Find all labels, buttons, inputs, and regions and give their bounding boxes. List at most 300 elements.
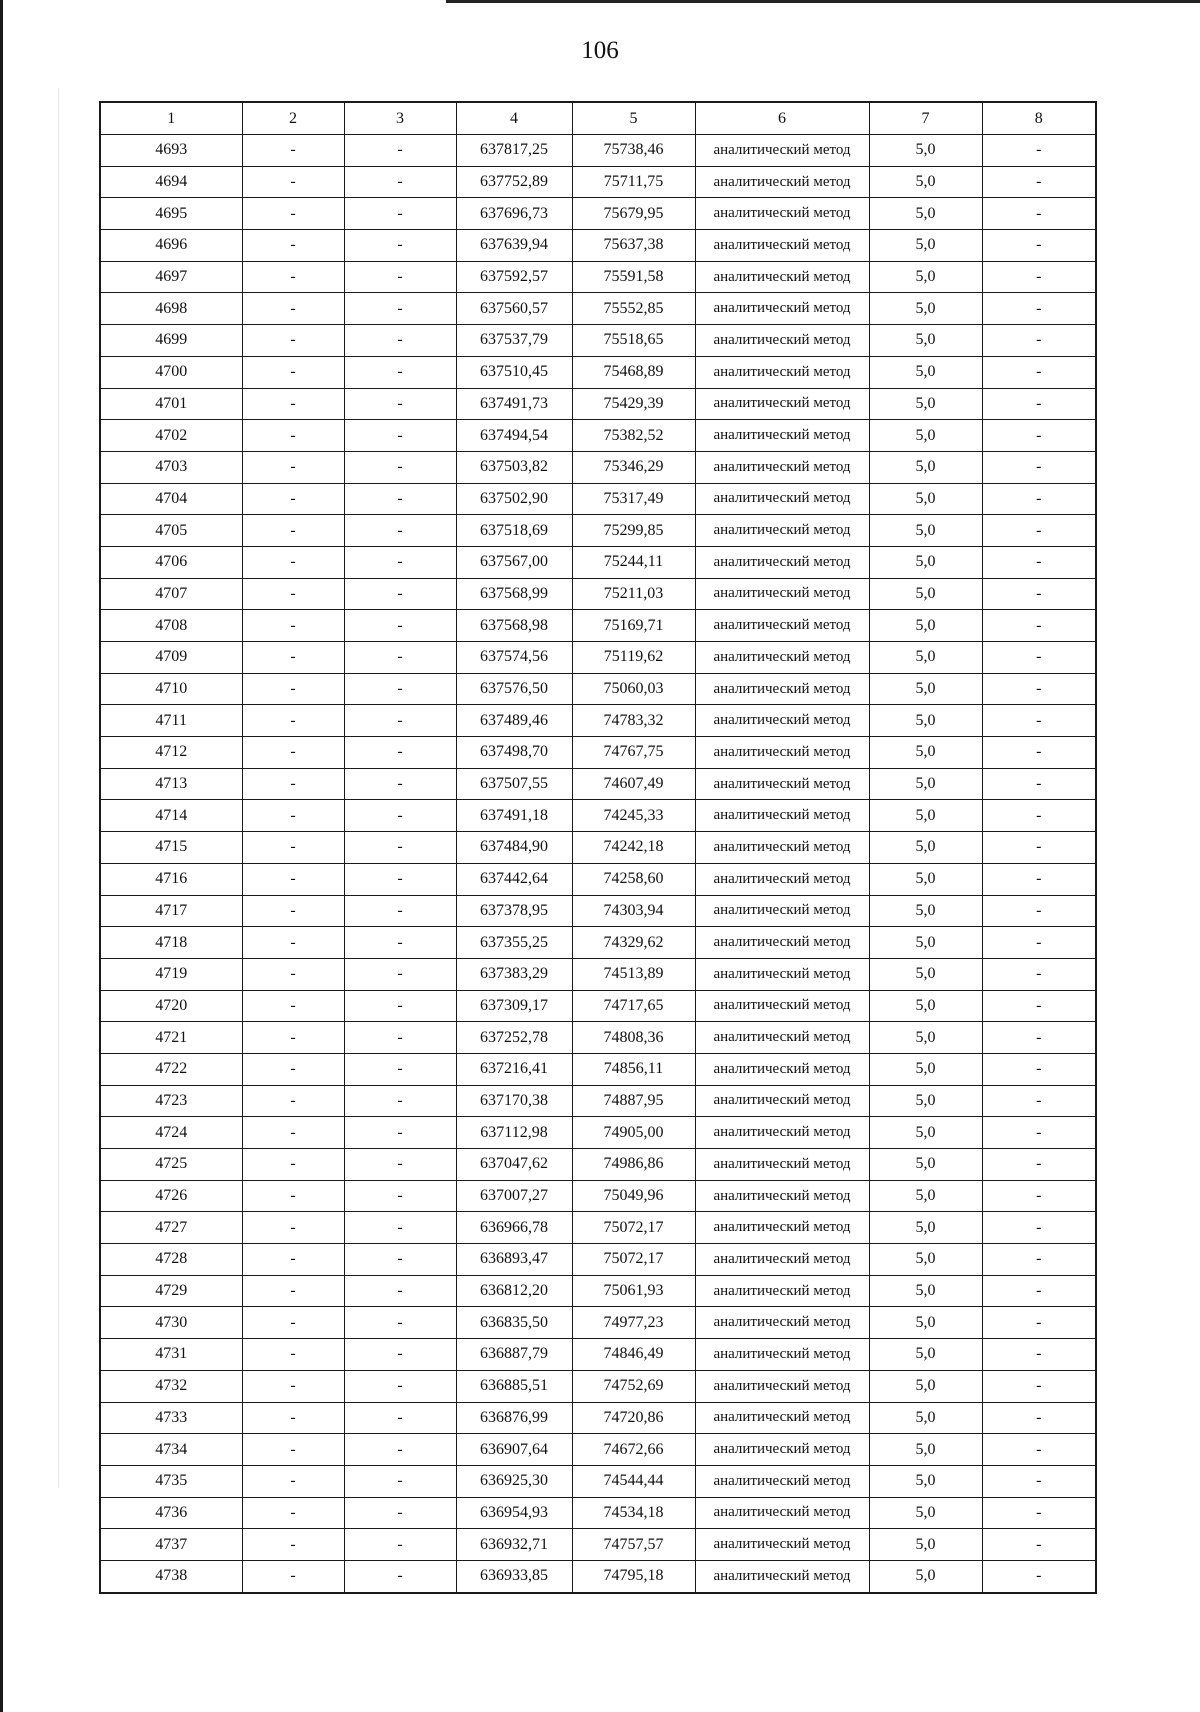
cell-coord-x: 637216,41 (456, 1053, 572, 1085)
cell-method: аналитический метод (695, 1497, 869, 1529)
cell-coord-x: 637484,90 (456, 832, 572, 864)
cell-col-3: - (344, 1275, 456, 1307)
cell-point-number: 4703 (100, 451, 242, 483)
cell-col-8: - (982, 1085, 1096, 1117)
cell-col-2: - (242, 1402, 344, 1434)
cell-point-number: 4700 (100, 356, 242, 388)
cell-accuracy: 5,0 (869, 1085, 982, 1117)
cell-accuracy: 5,0 (869, 1402, 982, 1434)
cell-col-8: - (982, 863, 1096, 895)
cell-col-2: - (242, 483, 344, 515)
cell-col-8: - (982, 1465, 1096, 1497)
cell-coord-y: 75119,62 (572, 642, 695, 674)
cell-coord-y: 75429,39 (572, 388, 695, 420)
cell-col-3: - (344, 705, 456, 737)
cell-point-number: 4716 (100, 863, 242, 895)
table-row (100, 990, 1096, 1022)
table-row (100, 1149, 1096, 1181)
cell-col-8: - (982, 642, 1096, 674)
cell-point-number: 4729 (100, 1275, 242, 1307)
cell-method: аналитический метод (695, 1180, 869, 1212)
cell-col-2: - (242, 356, 344, 388)
cell-method: аналитический метод (695, 927, 869, 959)
cell-col-2: - (242, 1117, 344, 1149)
cell-col-3: - (344, 420, 456, 452)
cell-col-3: - (344, 895, 456, 927)
cell-col-8: - (982, 166, 1096, 198)
cell-point-number: 4707 (100, 578, 242, 610)
cell-accuracy: 5,0 (869, 1275, 982, 1307)
cell-col-2: - (242, 388, 344, 420)
cell-coord-x: 637568,98 (456, 610, 572, 642)
cell-point-number: 4713 (100, 768, 242, 800)
cell-coord-x: 637170,38 (456, 1085, 572, 1117)
cell-coord-y: 74808,36 (572, 1022, 695, 1054)
cell-coord-y: 75518,65 (572, 325, 695, 357)
table-row (100, 166, 1096, 198)
cell-coord-y: 75299,85 (572, 515, 695, 547)
cell-point-number: 4721 (100, 1022, 242, 1054)
cell-accuracy: 5,0 (869, 1339, 982, 1371)
cell-col-3: - (344, 1085, 456, 1117)
cell-col-2: - (242, 863, 344, 895)
cell-col-8: - (982, 1529, 1096, 1561)
cell-method: аналитический метод (695, 166, 869, 198)
cell-accuracy: 5,0 (869, 990, 982, 1022)
table-row (100, 1560, 1096, 1592)
cell-method: аналитический метод (695, 515, 869, 547)
cell-col-8: - (982, 800, 1096, 832)
cell-accuracy: 5,0 (869, 483, 982, 515)
cell-coord-x: 637752,89 (456, 166, 572, 198)
cell-accuracy: 5,0 (869, 1529, 982, 1561)
cell-method: аналитический метод (695, 1434, 869, 1466)
cell-col-3: - (344, 261, 456, 293)
table-row (100, 1339, 1096, 1371)
cell-col-8: - (982, 1275, 1096, 1307)
cell-point-number: 4734 (100, 1434, 242, 1466)
cell-accuracy: 5,0 (869, 1244, 982, 1276)
header-cell-2: 2 (242, 102, 344, 135)
cell-col-3: - (344, 546, 456, 578)
cell-coord-y: 75169,71 (572, 610, 695, 642)
cell-coord-x: 636932,71 (456, 1529, 572, 1561)
cell-coord-y: 75049,96 (572, 1180, 695, 1212)
cell-coord-x: 637574,56 (456, 642, 572, 674)
cell-coord-x: 637498,70 (456, 737, 572, 769)
cell-coord-y: 74720,86 (572, 1402, 695, 1434)
cell-col-3: - (344, 1465, 456, 1497)
cell-coord-y: 74534,18 (572, 1497, 695, 1529)
cell-col-8: - (982, 515, 1096, 547)
cell-point-number: 4732 (100, 1370, 242, 1402)
cell-col-8: - (982, 1339, 1096, 1371)
cell-col-2: - (242, 610, 344, 642)
cell-method: аналитический метод (695, 388, 869, 420)
cell-col-8: - (982, 1180, 1096, 1212)
cell-method: аналитический метод (695, 863, 869, 895)
cell-method: аналитический метод (695, 483, 869, 515)
cell-coord-x: 637252,78 (456, 1022, 572, 1054)
cell-col-8: - (982, 420, 1096, 452)
cell-col-2: - (242, 800, 344, 832)
cell-coord-y: 74752,69 (572, 1370, 695, 1402)
table-row (100, 1117, 1096, 1149)
cell-coord-y: 75711,75 (572, 166, 695, 198)
cell-coord-x: 637491,73 (456, 388, 572, 420)
cell-col-8: - (982, 483, 1096, 515)
cell-accuracy: 5,0 (869, 673, 982, 705)
cell-col-2: - (242, 578, 344, 610)
cell-coord-y: 74846,49 (572, 1339, 695, 1371)
cell-coord-x: 637639,94 (456, 230, 572, 262)
cell-col-3: - (344, 1053, 456, 1085)
header-cell-5: 5 (572, 102, 695, 135)
cell-col-3: - (344, 1307, 456, 1339)
cell-col-8: - (982, 1022, 1096, 1054)
cell-method: аналитический метод (695, 420, 869, 452)
cell-col-3: - (344, 388, 456, 420)
header-cell-7: 7 (869, 102, 982, 135)
cell-coord-y: 74717,65 (572, 990, 695, 1022)
cell-point-number: 4696 (100, 230, 242, 262)
cell-col-3: - (344, 515, 456, 547)
cell-col-3: - (344, 451, 456, 483)
cell-accuracy: 5,0 (869, 927, 982, 959)
cell-accuracy: 5,0 (869, 1370, 982, 1402)
cell-coord-x: 637568,99 (456, 578, 572, 610)
table-row (100, 483, 1096, 515)
table-row (100, 388, 1096, 420)
cell-col-2: - (242, 1560, 344, 1592)
cell-point-number: 4725 (100, 1149, 242, 1181)
cell-col-8: - (982, 578, 1096, 610)
cell-col-8: - (982, 293, 1096, 325)
cell-col-3: - (344, 1370, 456, 1402)
cell-point-number: 4737 (100, 1529, 242, 1561)
cell-method: аналитический метод (695, 1053, 869, 1085)
table-row (100, 1402, 1096, 1434)
cell-col-2: - (242, 1244, 344, 1276)
cell-point-number: 4728 (100, 1244, 242, 1276)
cell-coord-x: 637507,55 (456, 768, 572, 800)
table-body (100, 135, 1096, 1593)
cell-point-number: 4736 (100, 1497, 242, 1529)
cell-point-number: 4720 (100, 990, 242, 1022)
cell-coord-x: 637383,29 (456, 958, 572, 990)
cell-accuracy: 5,0 (869, 1180, 982, 1212)
cell-col-3: - (344, 135, 456, 167)
cell-col-2: - (242, 135, 344, 167)
cell-col-8: - (982, 1212, 1096, 1244)
cell-method: аналитический метод (695, 1402, 869, 1434)
cell-accuracy: 5,0 (869, 451, 982, 483)
cell-accuracy: 5,0 (869, 610, 982, 642)
table-row (100, 1212, 1096, 1244)
cell-method: аналитический метод (695, 990, 869, 1022)
cell-col-3: - (344, 673, 456, 705)
cell-coord-y: 75552,85 (572, 293, 695, 325)
cell-coord-y: 75072,17 (572, 1244, 695, 1276)
cell-col-3: - (344, 1434, 456, 1466)
cell-accuracy: 5,0 (869, 166, 982, 198)
cell-col-3: - (344, 1244, 456, 1276)
cell-method: аналитический метод (695, 198, 869, 230)
cell-coord-y: 74887,95 (572, 1085, 695, 1117)
scan-left-edge (0, 0, 3, 1712)
cell-point-number: 4723 (100, 1085, 242, 1117)
cell-method: аналитический метод (695, 1370, 869, 1402)
cell-accuracy: 5,0 (869, 642, 982, 674)
cell-col-8: - (982, 1117, 1096, 1149)
cell-point-number: 4701 (100, 388, 242, 420)
cell-method: аналитический метод (695, 1529, 869, 1561)
cell-col-3: - (344, 737, 456, 769)
table-row (100, 1244, 1096, 1276)
table-row (100, 1180, 1096, 1212)
cell-col-2: - (242, 1465, 344, 1497)
cell-point-number: 4733 (100, 1402, 242, 1434)
cell-col-2: - (242, 546, 344, 578)
cell-method: аналитический метод (695, 356, 869, 388)
cell-coord-x: 637112,98 (456, 1117, 572, 1149)
cell-col-3: - (344, 642, 456, 674)
cell-point-number: 4706 (100, 546, 242, 578)
table-row (100, 863, 1096, 895)
cell-coord-x: 636925,30 (456, 1465, 572, 1497)
cell-method: аналитический метод (695, 610, 869, 642)
table-row (100, 1275, 1096, 1307)
cell-method: аналитический метод (695, 1117, 869, 1149)
header-row (100, 102, 1096, 135)
header-cell-1: 1 (100, 102, 242, 135)
cell-coord-x: 636954,93 (456, 1497, 572, 1529)
cell-col-8: - (982, 451, 1096, 483)
cell-col-3: - (344, 863, 456, 895)
cell-method: аналитический метод (695, 1085, 869, 1117)
cell-coord-y: 74607,49 (572, 768, 695, 800)
cell-point-number: 4694 (100, 166, 242, 198)
header-cell-3: 3 (344, 102, 456, 135)
cell-col-3: - (344, 768, 456, 800)
cell-coord-y: 75468,89 (572, 356, 695, 388)
cell-method: аналитический метод (695, 895, 869, 927)
cell-point-number: 4697 (100, 261, 242, 293)
cell-col-3: - (344, 325, 456, 357)
cell-col-2: - (242, 1307, 344, 1339)
table-row (100, 198, 1096, 230)
cell-col-8: - (982, 198, 1096, 230)
cell-col-2: - (242, 1149, 344, 1181)
cell-col-3: - (344, 800, 456, 832)
header-cell-4: 4 (456, 102, 572, 135)
table-row (100, 1497, 1096, 1529)
cell-accuracy: 5,0 (869, 515, 982, 547)
cell-col-3: - (344, 1117, 456, 1149)
cell-accuracy: 5,0 (869, 832, 982, 864)
cell-col-3: - (344, 1402, 456, 1434)
cell-coord-y: 75637,38 (572, 230, 695, 262)
cell-col-2: - (242, 927, 344, 959)
cell-col-3: - (344, 578, 456, 610)
cell-method: аналитический метод (695, 737, 869, 769)
table-row (100, 135, 1096, 167)
cell-accuracy: 5,0 (869, 1053, 982, 1085)
cell-col-3: - (344, 610, 456, 642)
cell-col-2: - (242, 1497, 344, 1529)
cell-coord-x: 637378,95 (456, 895, 572, 927)
cell-accuracy: 5,0 (869, 325, 982, 357)
cell-col-2: - (242, 642, 344, 674)
cell-accuracy: 5,0 (869, 230, 982, 262)
cell-accuracy: 5,0 (869, 800, 982, 832)
cell-col-2: - (242, 705, 344, 737)
cell-accuracy: 5,0 (869, 1434, 982, 1466)
cell-col-3: - (344, 356, 456, 388)
cell-point-number: 4709 (100, 642, 242, 674)
cell-accuracy: 5,0 (869, 388, 982, 420)
cell-col-3: - (344, 927, 456, 959)
cell-coord-x: 636907,64 (456, 1434, 572, 1466)
cell-col-8: - (982, 261, 1096, 293)
cell-method: аналитический метод (695, 800, 869, 832)
cell-col-3: - (344, 1149, 456, 1181)
cell-col-2: - (242, 1370, 344, 1402)
cell-point-number: 4719 (100, 958, 242, 990)
cell-coord-x: 637567,00 (456, 546, 572, 578)
cell-accuracy: 5,0 (869, 737, 982, 769)
cell-method: аналитический метод (695, 768, 869, 800)
cell-col-8: - (982, 958, 1096, 990)
cell-col-3: - (344, 483, 456, 515)
cell-col-3: - (344, 230, 456, 262)
cell-method: аналитический метод (695, 1339, 869, 1371)
cell-method: аналитический метод (695, 1149, 869, 1181)
cell-col-2: - (242, 515, 344, 547)
cell-method: аналитический метод (695, 642, 869, 674)
table-row (100, 927, 1096, 959)
table-row (100, 325, 1096, 357)
cell-method: аналитический метод (695, 1244, 869, 1276)
cell-col-2: - (242, 990, 344, 1022)
table-row (100, 420, 1096, 452)
cell-coord-y: 74544,44 (572, 1465, 695, 1497)
cell-col-3: - (344, 1339, 456, 1371)
cell-coord-x: 637494,54 (456, 420, 572, 452)
cell-col-2: - (242, 420, 344, 452)
cell-col-2: - (242, 1180, 344, 1212)
cell-col-8: - (982, 356, 1096, 388)
cell-col-3: - (344, 166, 456, 198)
cell-coord-x: 637696,73 (456, 198, 572, 230)
table-row (100, 578, 1096, 610)
cell-point-number: 4726 (100, 1180, 242, 1212)
cell-col-2: - (242, 832, 344, 864)
cell-col-8: - (982, 990, 1096, 1022)
cell-col-2: - (242, 230, 344, 262)
cell-col-2: - (242, 198, 344, 230)
cell-col-3: - (344, 1212, 456, 1244)
table-row (100, 895, 1096, 927)
cell-point-number: 4705 (100, 515, 242, 547)
cell-col-8: - (982, 1244, 1096, 1276)
cell-method: аналитический метод (695, 832, 869, 864)
cell-coord-y: 74258,60 (572, 863, 695, 895)
cell-col-8: - (982, 1307, 1096, 1339)
cell-coord-y: 74329,62 (572, 927, 695, 959)
table-row (100, 451, 1096, 483)
cell-method: аналитический метод (695, 261, 869, 293)
cell-point-number: 4738 (100, 1560, 242, 1592)
cell-coord-y: 74672,66 (572, 1434, 695, 1466)
cell-coord-y: 75346,29 (572, 451, 695, 483)
cell-col-2: - (242, 1275, 344, 1307)
cell-col-2: - (242, 451, 344, 483)
cell-col-3: - (344, 198, 456, 230)
cell-method: аналитический метод (695, 578, 869, 610)
coordinates-table (99, 101, 1097, 1594)
cell-col-2: - (242, 1529, 344, 1561)
cell-coord-x: 637576,50 (456, 673, 572, 705)
cell-coord-y: 75738,46 (572, 135, 695, 167)
cell-col-2: - (242, 1022, 344, 1054)
table-row (100, 768, 1096, 800)
cell-accuracy: 5,0 (869, 1497, 982, 1529)
cell-col-8: - (982, 610, 1096, 642)
cell-coord-y: 75382,52 (572, 420, 695, 452)
cell-col-3: - (344, 1022, 456, 1054)
cell-accuracy: 5,0 (869, 420, 982, 452)
cell-coord-y: 74303,94 (572, 895, 695, 927)
cell-point-number: 4702 (100, 420, 242, 452)
cell-method: аналитический метод (695, 1560, 869, 1592)
cell-col-3: - (344, 1180, 456, 1212)
cell-coord-y: 74767,75 (572, 737, 695, 769)
cell-coord-y: 74856,11 (572, 1053, 695, 1085)
cell-coord-y: 75072,17 (572, 1212, 695, 1244)
table-row (100, 737, 1096, 769)
scan-margin-line (58, 88, 59, 1488)
cell-col-2: - (242, 1434, 344, 1466)
cell-accuracy: 5,0 (869, 356, 982, 388)
cell-accuracy: 5,0 (869, 293, 982, 325)
cell-coord-x: 637491,18 (456, 800, 572, 832)
cell-coord-y: 75317,49 (572, 483, 695, 515)
cell-col-8: - (982, 673, 1096, 705)
cell-point-number: 4693 (100, 135, 242, 167)
cell-coord-y: 74977,23 (572, 1307, 695, 1339)
cell-col-8: - (982, 1560, 1096, 1592)
cell-accuracy: 5,0 (869, 1117, 982, 1149)
table-row (100, 1307, 1096, 1339)
cell-col-8: - (982, 388, 1096, 420)
table-row (100, 642, 1096, 674)
cell-col-2: - (242, 673, 344, 705)
cell-method: аналитический метод (695, 1465, 869, 1497)
cell-col-8: - (982, 1053, 1096, 1085)
table-row (100, 356, 1096, 388)
cell-col-3: - (344, 958, 456, 990)
cell-col-2: - (242, 737, 344, 769)
cell-col-8: - (982, 546, 1096, 578)
cell-col-8: - (982, 135, 1096, 167)
cell-coord-y: 74242,18 (572, 832, 695, 864)
header-cell-6: 6 (695, 102, 869, 135)
cell-coord-x: 637537,79 (456, 325, 572, 357)
cell-col-8: - (982, 230, 1096, 262)
cell-point-number: 4731 (100, 1339, 242, 1371)
table-row (100, 1022, 1096, 1054)
